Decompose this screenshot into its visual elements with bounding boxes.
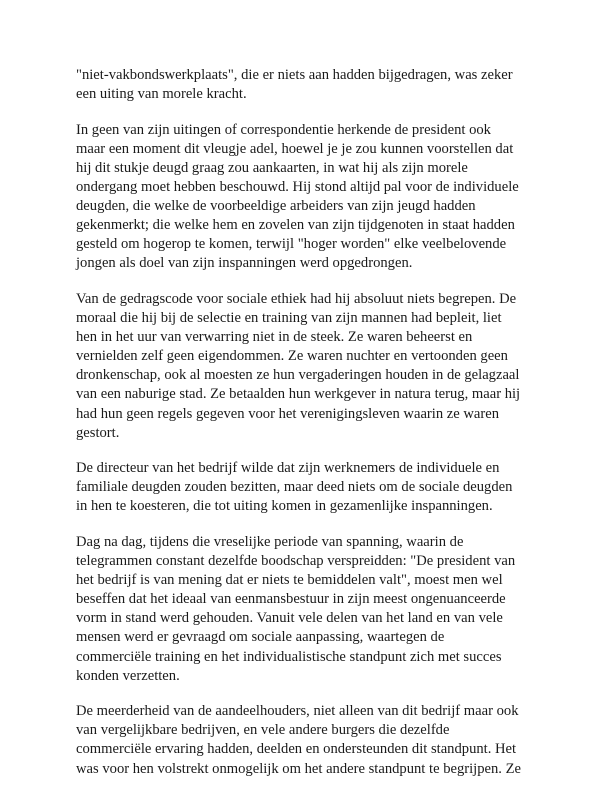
text-line: Dag na dag, tijdens die vreselijke periode van spanning, waarin de xyxy=(76,533,464,550)
text-line: beseffen dat het ideaal van eenmansbestuur in zijn meest ongenuanceerde xyxy=(76,591,506,608)
text-line: mensen werd er gevraagd om sociale aanpassing, waartegen de xyxy=(76,629,445,646)
text-line: hen in het uur van verwarring niet in de steek. Ze waren beheerst en xyxy=(76,329,473,346)
text-line: De meerderheid van de aandeelhouders, niet alleen van dit bedrijf maar ook xyxy=(76,703,519,720)
text-line: dronkenschap, ook al moesten ze hun vergaderingen houden in de gelagzaal xyxy=(76,367,520,384)
text-line: moraal die hij bij de selectie en training van zijn mannen had bepleit, liet xyxy=(76,310,502,327)
text-line: commerciële ervaring hadden, deelden en ondersteunden dit standpunt. Het xyxy=(76,741,517,758)
text-line: familiale deugden zouden bezitten, maar deed niets om de sociale deugden xyxy=(76,479,513,496)
text-line: gekenmerkt; die welke hem en zovelen van zijn tijdgenoten in staat hadden xyxy=(76,217,515,234)
body-text xyxy=(76,66,538,795)
text-line: vorm in stand werd gehouden. Vanuit vele delen van het land en van vele xyxy=(76,610,503,627)
paragraph-5 xyxy=(76,533,538,686)
text-line: van een naburige stad. Ze betaalden hun werkgever in natura terug, maar hij xyxy=(76,386,521,403)
text-line: had hun geen regels gegeven voor het verenigingsleven waarin ze waren xyxy=(76,405,500,422)
paragraph-4 xyxy=(76,459,538,516)
text-line: commerciële training en het individualistische standpunt zich met succes xyxy=(76,648,502,665)
text-line: konden verzetten. xyxy=(76,667,180,684)
paragraph-3 xyxy=(76,290,538,443)
paragraph-1 xyxy=(76,66,538,104)
text-line: "niet-vakbondswerkplaats", die er niets aan hadden bijgedragen, was zeker xyxy=(76,67,513,83)
text-line: gestort. xyxy=(76,424,120,441)
paragraph-2 xyxy=(76,121,538,274)
text-line: vernielden zelf geen eigendommen. Ze waren nuchter en vertoonden geen xyxy=(76,348,508,365)
text-line: In geen van zijn uitingen of correspondentie herkende de president ook xyxy=(76,121,491,138)
text-line: gesteld om hogerop te komen, terwijl "hoger worden" elke veelbelovende xyxy=(76,236,507,253)
text-line: telegrammen constant dezelfde boodschap verspreidden: "De president van xyxy=(76,553,516,570)
text-line: jongen als doel van zijn inspanningen werd opgedrongen. xyxy=(76,255,413,272)
text-line: ondergang moet hebben beschouwd. Hij stond altijd pal voor de individuele xyxy=(76,178,519,195)
text-line: maar een moment dit vleugje adel, hoewel je je zou kunnen voorstellen dat xyxy=(76,140,514,157)
text-line: een uiting van morele kracht. xyxy=(76,86,247,103)
text-line: het bedrijf is van mening dat er niets te bemiddelen valt", moest men wel xyxy=(76,572,503,589)
text-line: in hen te koesteren, die tot uiting komen in gezamenlijke inspanningen. xyxy=(76,498,493,515)
text-line: deugden, die welke de voorbeeldige arbeiders van zijn jeugd hadden xyxy=(76,198,476,215)
text-line: Van de gedragscode voor sociale ethiek had hij absoluut niets begrepen. De xyxy=(76,290,517,307)
text-line: was voor hen volstrekt onmogelijk om het andere standpunt te begrijpen. Ze xyxy=(76,760,521,777)
paragraph-6 xyxy=(76,702,538,778)
text-line: De directeur van het bedrijf wilde dat zijn werknemers de individuele en xyxy=(76,460,500,477)
text-line: hij dit stukje deugd graag zou aankaarten, in wat hij als zijn morele xyxy=(76,159,468,176)
text-line: van vergelijkbare bedrijven, en vele andere burgers die dezelfde xyxy=(76,722,450,739)
